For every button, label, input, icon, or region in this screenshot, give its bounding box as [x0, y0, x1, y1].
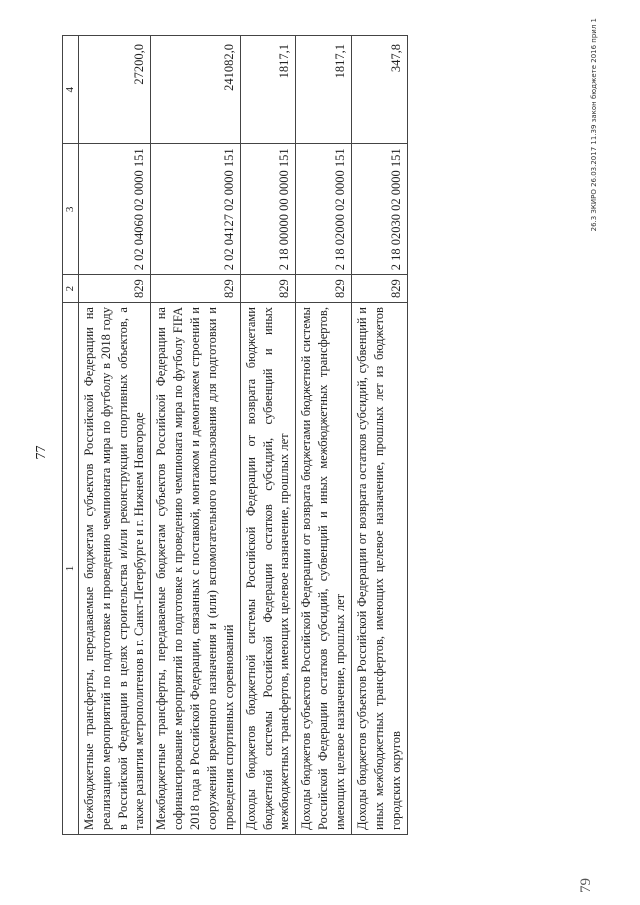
row-amount: 347,8	[351, 36, 407, 144]
table-row	[151, 36, 240, 835]
column-header-2: 2	[63, 275, 79, 303]
revenue-table	[62, 35, 408, 835]
file-stamp: 26.3 ЗКИРО 26.03.2017 11.39 закон бюджете 2016 прил 1	[590, 18, 598, 232]
table-row	[296, 36, 352, 835]
row-admin-code: 829	[351, 275, 407, 303]
table-row	[78, 36, 151, 835]
column-header-4: 4	[63, 36, 79, 144]
row-description: Межбюджетные трансферты, передаваемые бюджетам субъектов Российской Федерации на реализацию мероприятий по подготовке и проведению чемпионата мира по футболу в 2018 году в Российской Федерации в целях строительства и/или реконструкции спортивных объектов, а также развития метрополитенов в г. Санкт-Петербурге и г. Нижнем Новгороде	[78, 303, 151, 835]
row-revenue-code: 2 02 04127 02 0000 151	[151, 144, 240, 275]
column-header-1: 1	[63, 303, 79, 835]
row-description: Межбюджетные трансферты, передаваемые бюджетам субъектов Российской Федерации на софинансирование мероприятий по подготовке к проведению чемпионата мира по футболу FIFA 2018 года в Российской Федерации, связанных с поставкой, монтажом и демонтажем строений и сооружений временного назначения и (или) вспомогательного использования для подготовки и проведения спортивных соревнований	[151, 303, 240, 835]
row-amount: 241082,0	[151, 36, 240, 144]
row-description: Доходы бюджетов бюджетной системы Российской Федерации от возврата бюджетами бюджетной системы Российской Федерации остатков субсидий, субвенций и иных межбюджетных трансфертов, имеющих целевое назначение, прошлых лет	[240, 303, 296, 835]
row-description: Доходы бюджетов субъектов Российской Федерации от возврата бюджетами бюджетной системы Российской Федерации остатков субсидий, субвенций и иных межбюджетных трансфертов, имеющих целевое назначение, прошлых лет	[296, 303, 352, 835]
row-admin-code: 829	[78, 275, 151, 303]
row-revenue-code: 2 18 00000 00 0000 151	[240, 144, 296, 275]
table-row	[240, 36, 296, 835]
row-amount: 1817,1	[296, 36, 352, 144]
table-row	[351, 36, 407, 835]
side-page-number: 79	[578, 878, 594, 893]
row-revenue-code: 2 18 02030 02 0000 151	[351, 144, 407, 275]
row-admin-code: 829	[151, 275, 240, 303]
row-description: Доходы бюджетов субъектов Российской Федерации от возврата остатков субсидий, субвенций и иных межбюджетных трансфертов, имеющих целевое назначение, прошлых лет из бюджетов городских округов	[351, 303, 407, 835]
row-admin-code: 829	[240, 275, 296, 303]
page-number: 77	[34, 445, 49, 460]
row-amount: 1817,1	[240, 36, 296, 144]
column-header-3: 3	[63, 144, 79, 275]
row-amount: 27200,0	[78, 36, 151, 144]
row-revenue-code: 2 18 02000 02 0000 151	[296, 144, 352, 275]
row-revenue-code: 2 02 04060 02 0000 151	[78, 144, 151, 275]
row-admin-code: 829	[296, 275, 352, 303]
table-header-row	[63, 36, 79, 835]
